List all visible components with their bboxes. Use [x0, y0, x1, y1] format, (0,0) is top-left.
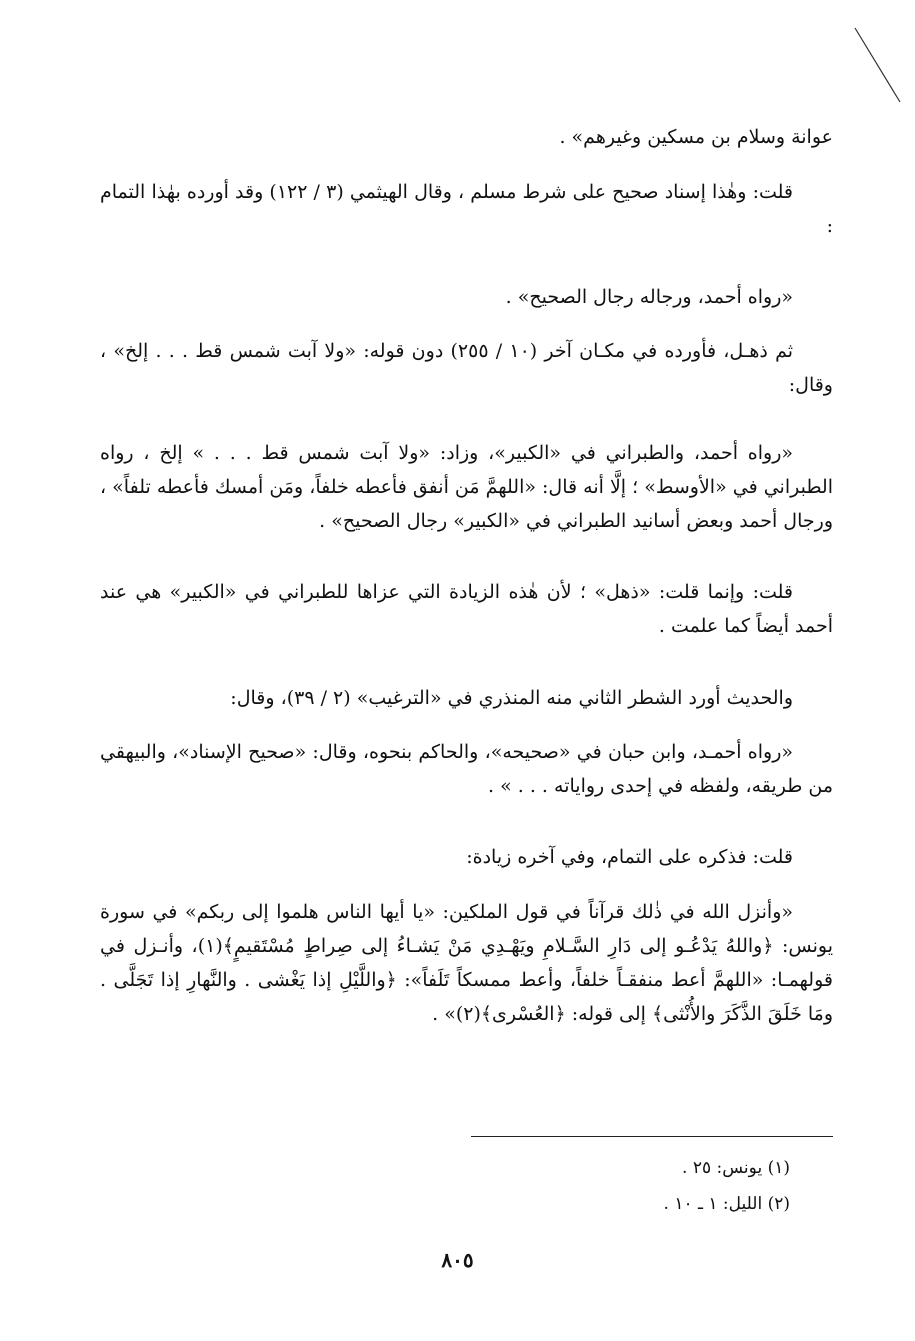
page-number: ٨٠٥ [441, 1248, 474, 1272]
paragraph-quote-tabarani: «رواه أحمد، والطبراني في «الكبير»، وزاد: «ولا آبت شمس قط . . . » إلخ ، رواه الطبراني في «الأوسط» ؛ إلَّا أنه قال: «اللهمَّ مَن أنفق فأعطه خلفاً، ومَن أمسك فأعطه تلفاً» ، ورجال أحمد وبعض أسانيد الطبراني في «الكبير» رجال الصحيح» . [100, 442, 833, 532]
paragraph-quote-ahmad: «رواه أحمد، ورجاله رجال الصحيح» . [505, 286, 793, 308]
footnote-item: (٢) الليل: ١ ـ ١٠ . [663, 1194, 790, 1214]
paragraph-quote-ibn-hibban: «رواه أحمـد، وابن حبان في «صحيحه»، والحاكم بنحوه، وقال: «صحيح الإسناد»، والبيهقي من طريقه، ولفظه في إحدى رواياته . . . » . [100, 741, 833, 797]
page-corner-line [0, 0, 915, 120]
paragraph-author-note-haythami: قلت: وهٰذا إسناد صحيح على شرط مسلم ، وقال الهيثمي (٣ / ١٢٢) وقد أورده بهٰذا التمام : [100, 181, 833, 237]
paragraph-continuation: عوانة وسلام بن مسكين وغيرهم» . [559, 126, 833, 148]
footnote-item: (١) يونس: ٢٥ . [682, 1158, 790, 1178]
footnote-separator [471, 1136, 833, 1137]
paragraph-mundhiri: والحديث أورد الشطر الثاني منه المنذري في «الترغيب» (٢ / ٣٩)، وقال: [230, 687, 793, 709]
footnotes-list [390, 1150, 790, 1222]
paragraph-full-text-note: قلت: فذكره على التمام، وفي آخره زيادة: [466, 846, 793, 868]
paragraph-quran-revelation: «وأنزل الله في ذٰلك قرآناً في قول الملكين: «يا أيها الناس هلموا إلى ربكم» في سورة يونس: ﴿واللهُ يَدْعُـو إلى دَارِ السَّـلامِ ويَهْـدِي مَنْ يَشـاءُ إلى صِراطٍ مُسْتَقيمٍ﴾(١)، وأنـزل في قولهمـا: «اللهمَّ أعط منفقـاً خلفاً، وأعط ممسكاً تَلَفاً»: ﴿واللَّيْلِ إذا يَغْشى . والنَّهارِ إذا تَجَلَّى . ومَا خَلَقَ الذَّكَرَ والأُنْثى﴾ إلى قوله: ﴿العُسْرى﴾(٢)» . [100, 901, 833, 1025]
paragraph-oversight: ثم ذهـل، فأورده في مكـان آخر (١٠ / ٢٥٥) دون قوله: «ولا آبت شمس قط . . . إلخ» ، وقال: [100, 340, 833, 396]
paragraph-author-explanation: قلت: وإنما قلت: «ذهل» ؛ لأن هٰذه الزيادة التي عزاها للطبراني في «الكبير» هي عند أحمد أيضاً كما علمت . [100, 581, 833, 637]
